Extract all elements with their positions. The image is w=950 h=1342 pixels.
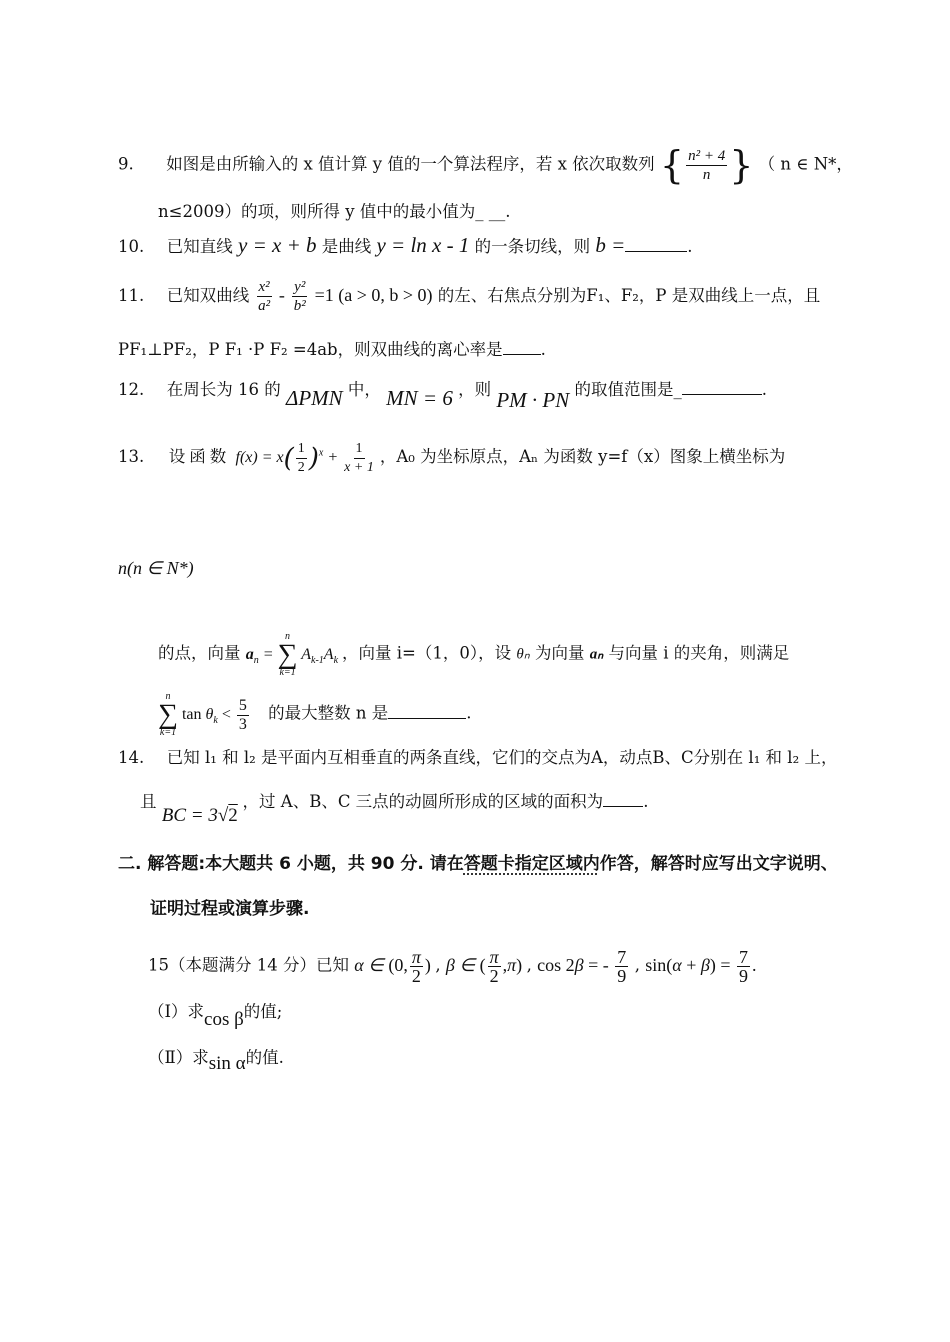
- q14-text-line1: 已知 l₁ 和 l₂ 是平面内互相垂直的两条直线，它们的交点为A，动点B、C分别在 l₁ 和 l₂ 上，: [166, 748, 838, 767]
- q15-part2: [148, 1046, 284, 1074]
- q11-text-line2: PF₁⊥PF₂，P F₁ ·P F₂ =4ab，则双曲线的离心率是: [118, 340, 503, 359]
- q12-triangle: ΔPMN: [286, 386, 343, 410]
- q11-text-pre: 已知双曲线: [166, 286, 250, 305]
- q11-fraction-y: $\frac{\text{y²}}{\text{b²}}$: [293, 279, 306, 314]
- q11-end: .: [540, 340, 546, 359]
- q15-alpha-range: α ∈ (0, $\frac{\pi}{2}$ ): [354, 947, 431, 986]
- q10-text-pre: 已知直线: [166, 237, 233, 256]
- q11-answer-blank: [503, 339, 541, 355]
- q13-line3: [158, 632, 789, 678]
- q15-part2-end: 的值.: [245, 1048, 284, 1067]
- q9-text: 如图是由所输入的 x 值计算 y 值的一个算法程序，若 x 依次取数列: [166, 154, 655, 174]
- q14-bc: BC = 3√2: [161, 805, 238, 826]
- q13-text-3b: ，向量 i=（1，0），设: [342, 643, 512, 663]
- q10-b-expr: b =: [595, 233, 626, 257]
- q13-inequality: n ∑ k=1 $\tan \theta_k$ < $\frac{5}{3}$: [158, 691, 247, 738]
- q12-answer-blank: [682, 379, 762, 395]
- q10-curve-equation: y = ln x - 1: [376, 233, 470, 257]
- q13-text-3a: 的点，向量: [158, 643, 241, 663]
- q13-end: .: [466, 703, 472, 723]
- q15-beta-range: β ∈ ( $\frac{\pi}{2}$ ,π): [445, 947, 523, 986]
- q13-text-pre: 设函数: [168, 447, 231, 467]
- q13-line1: [118, 440, 785, 477]
- q11-line1: 11. 已知双曲线 $\frac{\text{x²}}{\text{a²}}$ - $\frac{\text{y²}}{\text{b²}}$ =1 (a > 0, b > 0) 的左、右焦点分别为F₁、F₂，P 是双曲线上一点，且: [118, 279, 821, 314]
- q11-condition: =1 (a > 0, b > 0): [314, 285, 433, 305]
- q12-end: .: [761, 380, 767, 399]
- q12-number: 12.: [118, 380, 145, 399]
- q14-line2: [140, 790, 649, 826]
- q9-condition: （ n ∈ N*，: [758, 154, 853, 174]
- q15-part2-math: sin α: [208, 1053, 246, 1074]
- q9-brace-right: }: [729, 143, 754, 187]
- q13-text-post: ，A₀ 为坐标原点，Aₙ 为函数 y=f（x）图象上横坐标为: [379, 447, 786, 467]
- q15-cos2beta: cos 2β = - $\frac{7}{9}$: [537, 947, 627, 986]
- q13-vector-a: aₙ: [589, 646, 604, 663]
- q15-part2-label: （Ⅱ）求: [148, 1048, 209, 1067]
- q11-line2: [118, 338, 546, 362]
- q13-vector-sum: $a_n$ = n ∑ k=1 $A_{k-1}A_k$: [245, 631, 339, 678]
- q14-line1: [118, 746, 837, 770]
- q12-line: [118, 376, 767, 412]
- q11-fraction-x: $\frac{\text{x²}}{\text{a²}}$: [258, 279, 271, 314]
- q10-number: 10.: [118, 237, 145, 256]
- q15-part1-math: cos β: [204, 1009, 244, 1030]
- q13-text-3d: 与向量 i 的夹角，则满足: [608, 643, 790, 663]
- q15-head: 15（本题满分 14 分）已知 α ∈ (0, $\frac{\pi}{2}$ ) , β ∈ ( $\frac{\pi}{2}$ ,π) , cos 2β = - $\frac{7}{9}$ , sin(α + β) = $\frac{7}{9}$ .: [148, 947, 757, 986]
- q14-text-pre2: 且: [140, 792, 157, 811]
- q10-text-mid: 是曲线: [321, 237, 372, 256]
- section2-text-c: 作答，解答时应写出文字说明、: [599, 854, 838, 874]
- q10-answer-blank: [625, 236, 687, 252]
- q13-n-condition: n(n ∈ N*): [118, 558, 194, 578]
- q9-seq-fraction: $\frac{\text{n² + 4}}{n}$: [688, 147, 726, 183]
- q10-line: [118, 233, 693, 259]
- q15-sin-sum: sin(α + β) = $\frac{7}{9}$ .: [645, 947, 757, 986]
- q13-answer-blank: [388, 703, 466, 719]
- q12-mn: MN = 6: [386, 386, 453, 410]
- q10-text-post: 的一条切线，则: [474, 237, 591, 256]
- q15-part1-label: （Ⅰ）求: [148, 1002, 205, 1021]
- section2-text-a: 二. 解答题:本大题共 6 小题，共 90 分. 请在: [118, 854, 464, 874]
- q9-brace-left: {: [659, 143, 685, 187]
- q14-text-post2: ，过 A、B、C 三点的动圆所形成的区域的面积为: [242, 792, 604, 811]
- q13-line4: [158, 692, 471, 738]
- q13-theta: θₙ: [516, 646, 530, 663]
- q12-dot-product: PM · PN: [496, 388, 570, 412]
- q9-line2: n≤2009）的项，则所得 y 值中的最小值为_ __.: [158, 202, 511, 221]
- q11-text-post: 的左、右焦点分别为F₁、F₂，P 是双曲线上一点，且: [437, 286, 821, 305]
- q13-text-4: 的最大整数 n 是: [268, 703, 389, 723]
- q12-text-pre: 在周长为 16 的: [166, 380, 281, 399]
- q12-text-post: 的取值范围是_: [574, 380, 682, 399]
- q13-function: f(x) = x( $\frac{1}{2}$ )$^x$ + $\frac{1}{x + 1}$: [235, 441, 374, 475]
- q10-line-equation: y = x + b: [238, 233, 317, 257]
- q14-end: .: [643, 792, 649, 811]
- q12-text-mid: 中，: [347, 380, 381, 399]
- q14-answer-blank: [603, 791, 643, 807]
- section2-heading-line2: 证明过程或演算步骤.: [150, 899, 310, 919]
- q13-text-3c: 为向量: [534, 643, 585, 663]
- q14-number: 14.: [118, 748, 145, 767]
- q10-end: .: [687, 237, 693, 256]
- section2-emphasis: 答题卡指定区域内: [463, 854, 600, 874]
- q13-number: 13.: [118, 447, 145, 467]
- q15-part1-end: 的值;: [243, 1002, 283, 1021]
- q9-number: 9.: [118, 154, 134, 174]
- q15-part1: [148, 1000, 283, 1030]
- q15-text-head: 15（本题满分 14 分）已知: [148, 955, 349, 975]
- section2-heading: [118, 852, 838, 876]
- q12-text-then: ，则: [458, 380, 492, 399]
- q11-number: 11.: [118, 286, 145, 305]
- q9-line1: [118, 143, 853, 187]
